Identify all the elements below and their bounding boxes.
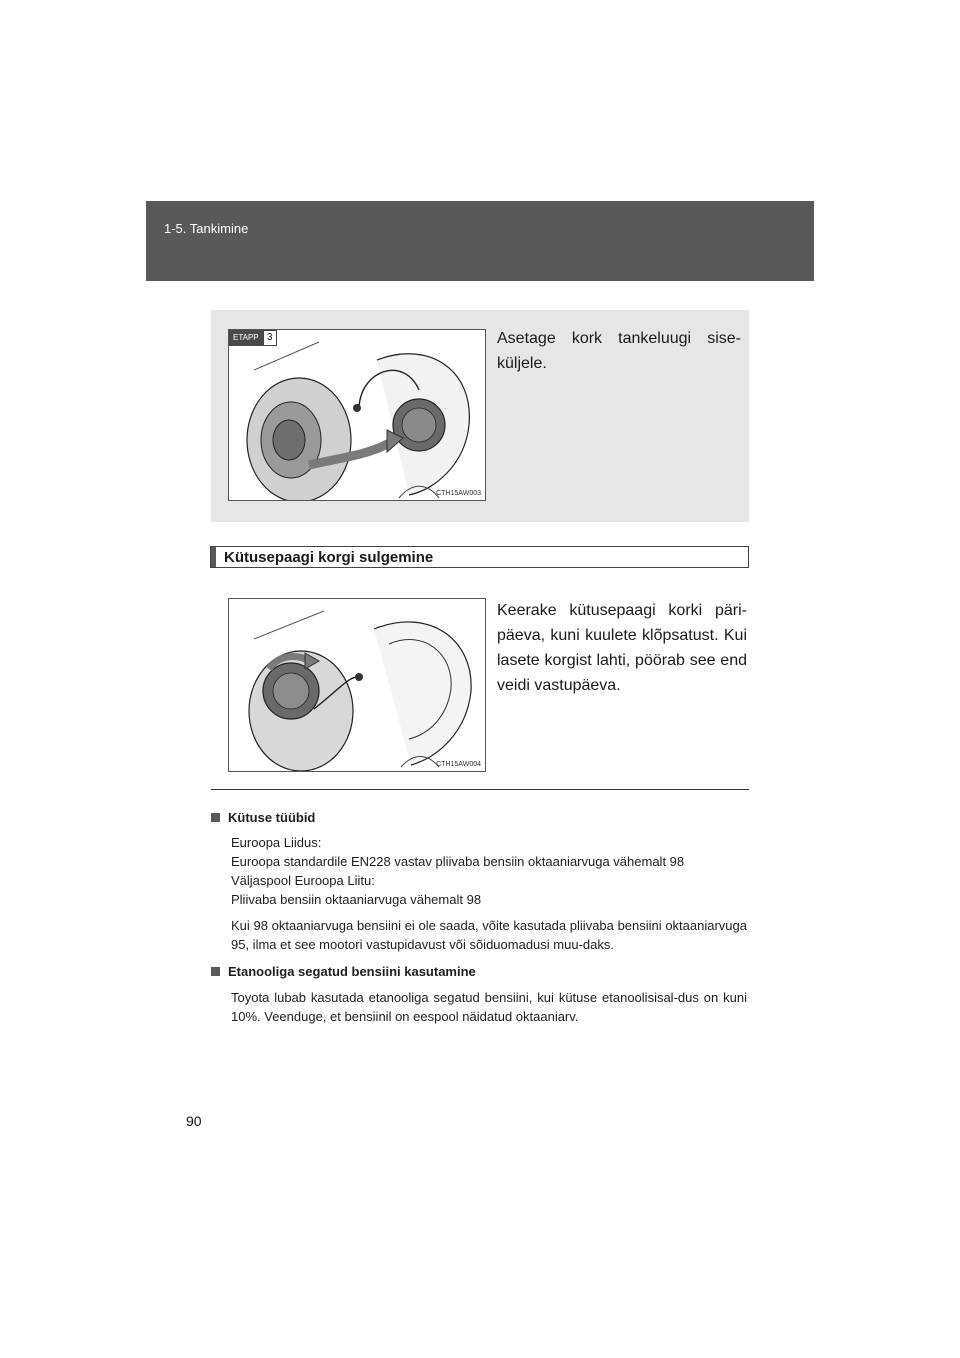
note-line: Euroopa standardile EN228 vastav pliivaba bensiin oktaaniarvuga vähemalt 98 (231, 854, 685, 869)
fuel-door-drawing (229, 330, 485, 500)
note-title-text: Etanooliga segatud bensiini kasutamine (228, 964, 476, 979)
step-badge-label: ETAPP (229, 330, 263, 346)
note-title-text: Kütuse tüübid (228, 810, 316, 825)
note-paragraph: Kui 98 oktaaniarvuga bensiini ei ole saada, võite kasutada pliivaba bensiini oktaaniarvuga 95, ilma et see mootori vastupidavust või sõiduomadusi muu-daks. (231, 918, 747, 952)
square-bullet-icon (211, 813, 220, 822)
heading-text: Kütusepaagi korgi sulgemine (224, 548, 434, 566)
note-title-ethanol (211, 962, 747, 981)
fuel-cap-closing-drawing (229, 599, 485, 771)
note-paragraph: Toyota lubab kasutada etanooliga segatud bensiini, kui kütuse etanoolisisal-dus on kuni 10%. Veenduge, et bensiinil on eespool näidatud oktaaniarv. (231, 990, 747, 1024)
section-header-bar (146, 201, 814, 281)
section-divider (211, 789, 749, 790)
step-badge-number: 3 (263, 330, 277, 346)
note-title-fuel-types (211, 808, 747, 827)
note-line: Väljaspool Euroopa Liitu: (231, 873, 375, 888)
section-heading-closing (210, 546, 749, 568)
image-code: CTH15AW004 (436, 761, 481, 768)
image-code: CTH15AW003 (436, 490, 481, 497)
section-title: 1-5. Tankimine (164, 221, 249, 236)
notes-section (211, 808, 747, 1026)
note-line: Pliivaba bensiin oktaaniarvuga vähemalt 98 (231, 892, 482, 907)
note-body-ethanol (211, 988, 747, 1026)
fuel-cap-illustration-closing (228, 598, 486, 772)
step-3-instruction: Asetage kork tankeluugi sise-küljele. (497, 330, 741, 372)
square-bullet-icon (211, 967, 220, 976)
note-body-fuel-types (211, 833, 747, 954)
heading-tab-marker (211, 547, 216, 567)
step-3-panel (211, 310, 749, 522)
fuel-cap-illustration-step3 (228, 329, 486, 501)
note-line: Euroopa Liidus: (231, 835, 322, 850)
page-number: 90 (186, 1113, 202, 1129)
step-badge (229, 330, 277, 346)
closing-instruction: Keerake kütusepaagi korki päri-päeva, kuni kuulete klõpsatust. Kui lasete korgist lahti, pöörab see end veidi vastupäeva. (497, 602, 747, 694)
